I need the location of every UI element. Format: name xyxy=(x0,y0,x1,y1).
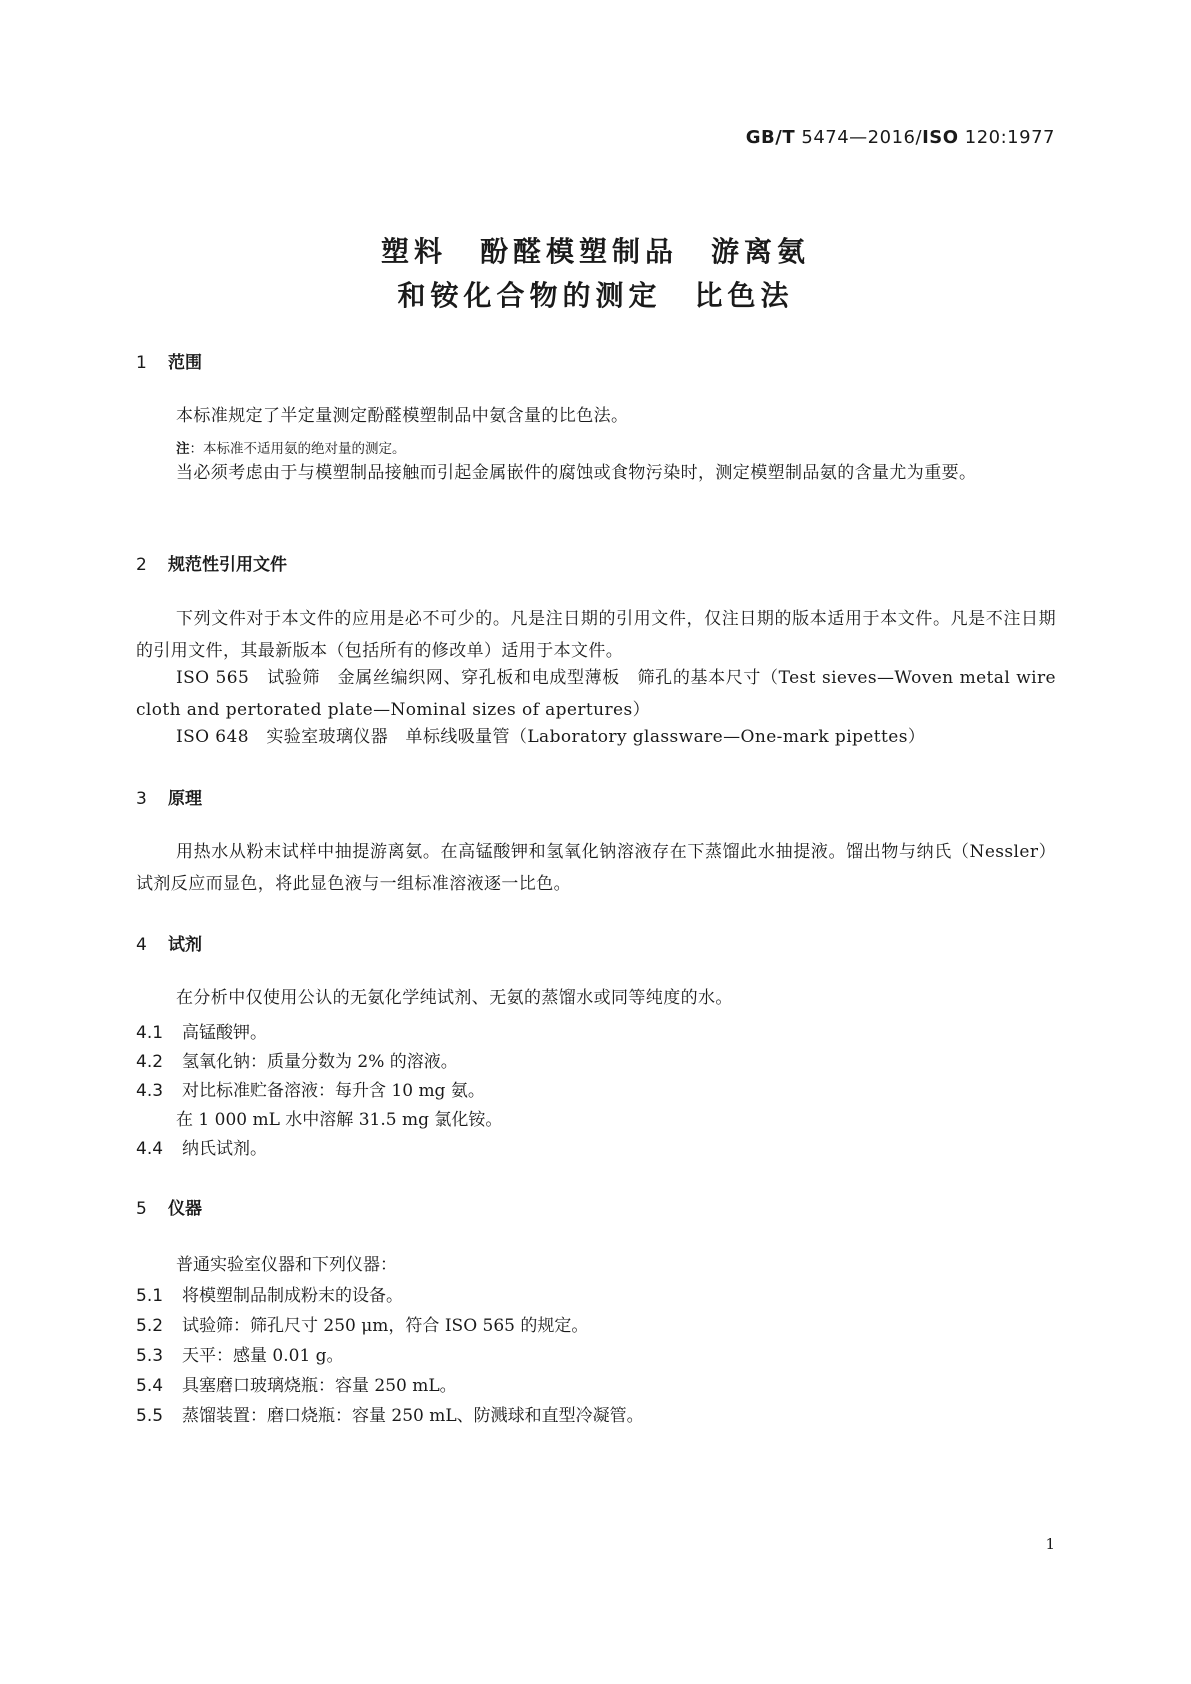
item-text: 试验筛：筛孔尺寸 250 μm，符合 ISO 565 的规定。 xyxy=(182,1316,589,1336)
list-item xyxy=(136,1076,485,1101)
list-item xyxy=(136,1134,267,1159)
section-number: 5 xyxy=(136,1199,147,1219)
item-text: 高锰酸钾。 xyxy=(182,1023,267,1043)
item-text: 氢氧化钠：质量分数为 2% 的溶液。 xyxy=(182,1052,458,1072)
section-title: 范围 xyxy=(168,353,202,373)
section-heading-reagents xyxy=(136,930,202,955)
item-number: 4.3 xyxy=(136,1081,164,1101)
item-text: 具塞磨口玻璃烧瓶：容量 250 mL。 xyxy=(182,1376,457,1396)
item-number: 4.4 xyxy=(136,1139,164,1159)
section-title: 仪器 xyxy=(168,1199,202,1219)
note-label: 注 xyxy=(176,441,190,457)
item-number: 4.1 xyxy=(136,1023,164,1043)
item-text: 蒸馏装置：磨口烧瓶：容量 250 mL、防溅球和直型冷凝管。 xyxy=(182,1406,644,1426)
section-number: 2 xyxy=(136,555,147,575)
section-number: 1 xyxy=(136,353,147,373)
references-intro: 下列文件对于本文件的应用是必不可少的。凡是注日期的引用文件，仅注日期的版本适用于本文件。凡是不注日期的引用文件，其最新版本（包括所有的修改单）适用于本文件。 xyxy=(136,609,1056,661)
item-number: 4.2 xyxy=(136,1052,164,1072)
item-text: 天平：感量 0.01 g。 xyxy=(182,1346,344,1366)
list-item xyxy=(136,1341,344,1366)
item-text: 对比标准贮备溶液：每升含 10 mg 氨。 xyxy=(182,1081,485,1101)
item-number: 5.3 xyxy=(136,1346,164,1366)
standard-number xyxy=(746,127,1055,148)
document-title-line2: 和铵化合物的测定 比色法 xyxy=(397,279,794,312)
principle-paragraph: 用热水从粉末试样中抽提游离氨。在高锰酸钾和氢氧化钠溶液存在下蒸馏此水抽提液。馏出物与纳氏（Nessler）试剂反应而显色，将此显色液与一组标准溶液逐一比色。 xyxy=(136,842,1056,894)
scope-note xyxy=(176,437,406,457)
item-text: 将模塑制品制成粉末的设备。 xyxy=(182,1286,403,1306)
list-item xyxy=(136,1018,267,1043)
reagent-preparation-note: 在 1 000 mL 水中溶解 31.5 mg 氯化铵。 xyxy=(176,1110,503,1130)
section-heading-references xyxy=(136,550,287,575)
item-number: 5.2 xyxy=(136,1316,164,1336)
reference-iso-565: ISO 565 试验筛 金属丝编织网、穿孔板和电成型薄板 筛孔的基本尺寸（Test sieves—Woven metal wire cloth and pertorated plate—Nominal sizes of apertures） xyxy=(136,668,1056,720)
section-title: 规范性引用文件 xyxy=(168,555,287,575)
std-code-prefix: GB/T xyxy=(745,127,796,148)
list-item xyxy=(136,1311,588,1336)
page-number: 1 xyxy=(1045,1535,1055,1553)
list-item xyxy=(136,1281,403,1306)
std-iso-prefix: ISO xyxy=(922,127,959,148)
list-item xyxy=(136,1047,458,1072)
document-title-line1: 塑料 酚醛模塑制品 游离氨 xyxy=(380,235,810,268)
std-code-middle: 5474—2016/ xyxy=(801,127,923,148)
item-text: 纳氏试剂。 xyxy=(182,1139,267,1159)
reagents-intro: 在分析中仅使用公认的无氨化学纯试剂、无氨的蒸馏水或同等纯度的水。 xyxy=(176,988,733,1008)
list-item xyxy=(136,1401,644,1426)
note-text: ：本标准不适用氨的绝对量的测定。 xyxy=(189,441,406,457)
section-number: 3 xyxy=(136,789,147,809)
section-heading-principle xyxy=(136,784,202,809)
section-heading-scope xyxy=(136,348,202,373)
section-number: 4 xyxy=(136,935,147,955)
list-item xyxy=(136,1371,457,1396)
section-heading-apparatus xyxy=(136,1194,202,1219)
item-number: 5.1 xyxy=(136,1286,164,1306)
scope-paragraph-1: 本标准规定了半定量测定酚醛模塑制品中氨含量的比色法。 xyxy=(176,406,629,426)
section-title: 原理 xyxy=(168,789,202,809)
std-code-suffix: 120:1977 xyxy=(964,127,1055,148)
reference-iso-648: ISO 648 实验室玻璃仪器 单标线吸量管（Laboratory glassware—One-mark pipettes） xyxy=(176,727,926,747)
item-number: 5.4 xyxy=(136,1376,164,1396)
apparatus-intro: 普通实验室仪器和下列仪器： xyxy=(176,1255,397,1275)
section-title: 试剂 xyxy=(168,935,202,955)
item-number: 5.5 xyxy=(136,1406,164,1426)
scope-paragraph-2: 当必须考虑由于与模塑制品接触而引起金属嵌件的腐蚀或食物污染时，测定模塑制品氨的含量尤为重要。 xyxy=(176,463,977,483)
